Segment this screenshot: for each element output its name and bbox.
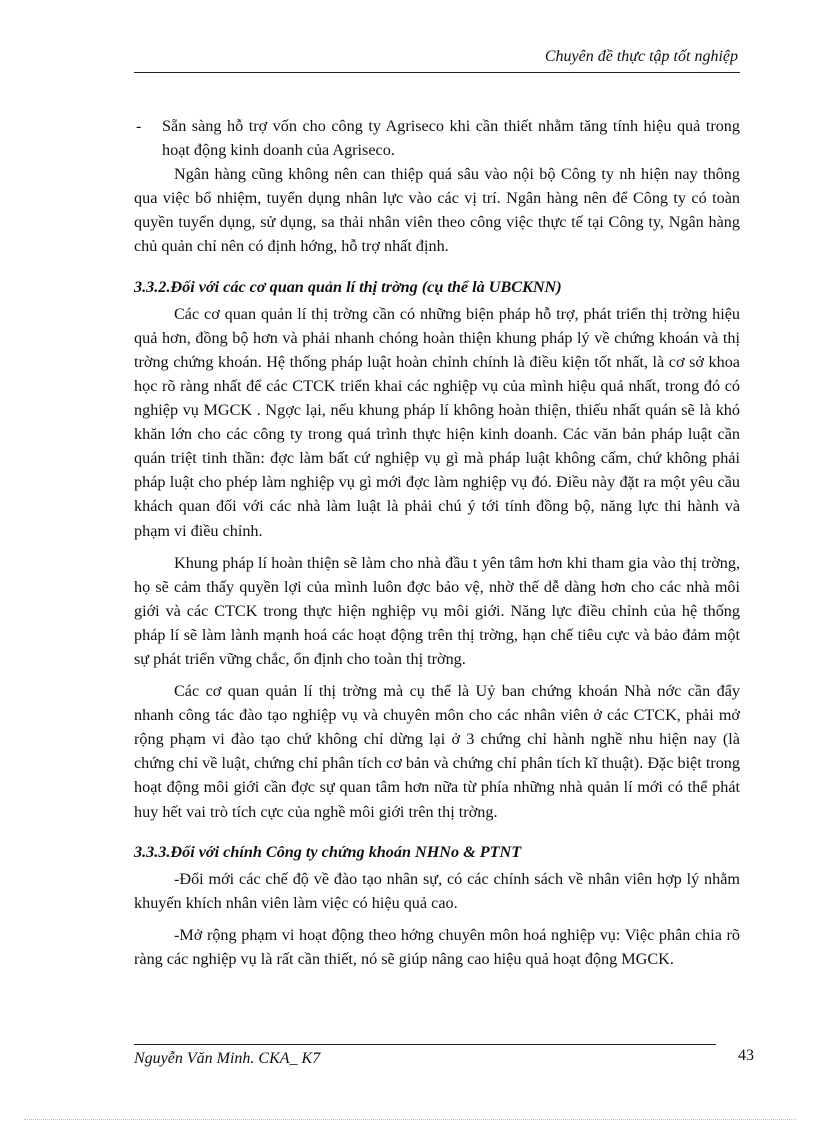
page-number: 43 [738, 1047, 754, 1064]
bullet-item [134, 114, 740, 162]
paragraph: Các cơ quan quản lí thị trờng mà cụ thể là Uỷ ban chứng khoán Nhà nớc cần đẩy nhanh công tác đào tạo nghiệp vụ và chuyên môn cho các nhân viên ở các CTCK, phải mở rộng phạm vi đào tạo chứ không chỉ dừng lại ở 3 chứng chỉ hành nghề nhu hiện nay (là chứng chỉ về luật, chứng chỉ phân tích cơ bản và chứng chỉ phân tích kĩ thuật). Đặc biệt trong hoạt động môi giới cần đợc sự quan tâm hơn nữa từ phía những nhà quản lí mới có thể phát huy hết vai trò tích cực của nghề môi giới trên thị trờng. [134, 682, 740, 821]
page-edge-divider [24, 1119, 796, 1120]
paragraph: -Mở rộng phạm vi hoạt động theo hớng chuyên môn hoá nghiệp vụ: Việc phân chia rõ ràng các nghiệp vụ là rất cần thiết, nó sẽ giúp nâng cao hiệu quả hoạt động MGCK. [134, 925, 740, 968]
paragraph: -Đổi mới các chế độ về đào tạo nhân sự, có các chính sách về nhân viên hợp lý nhằm khuyến khích nhân viên làm việc có hiệu quả cao. [134, 869, 740, 912]
paragraph: Ngân hàng cũng không nên can thiệp quá sâu vào nội bộ Công ty nh hiện nay thông qua việc bổ nhiệm, tuyển dụng nhân lực vào các vị trí. Ngân hàng nên để Công ty có toàn quyền tuyển dụng, sử dụng, sa thải nhân viên theo công việc thực tế tại Công ty, Ngân hàng chủ quản chỉ nên có định hớng, hỗ trợ nhất định. [134, 165, 740, 256]
header-title: Chuyên đề thực tập tốt nghiệp [544, 48, 738, 65]
page-body [134, 114, 740, 971]
footer-rule [134, 1044, 716, 1045]
bullet-marker: - [136, 117, 142, 135]
bullet-text: Sẵn sàng hỗ trợ vốn cho công ty Agriseco khi cần thiết nhằm tăng tính hiệu quả trong hoạt động kinh doanh của Agriseco. [162, 117, 740, 160]
header-rule [134, 72, 740, 73]
footer-author: Nguyễn Văn Minh. CKA_ K7 [134, 1050, 321, 1067]
section-heading: 3.3.3.Đối với chính Công ty chứng khoán NHNo & PTNT [134, 842, 522, 861]
paragraph: Khung pháp lí hoàn thiện sẽ làm cho nhà đầu t yên tâm hơn khi tham gia vào thị trờng, họ sẽ cảm thấy quyền lợi của mình luôn đợc bảo vệ, nhờ thế dễ dàng hơn cho các nhà môi giới và các CTCK trong thực hiện nghiệp vụ môi giới. Năng lực điều chỉnh của hệ thống pháp lí sẽ làm lành mạnh hoá các hoạt động trên thị trờng, hạn chế tiêu cực và bảo đảm một sự phát triển vững chắc, ổn định cho toàn thị trờng. [134, 553, 740, 668]
section-heading: 3.3.2.Đối với các cơ quan quản lí thị trờng (cụ thể là UBCKNN) [134, 277, 562, 296]
paragraph: Các cơ quan quản lí thị trờng cần có những biện pháp hỗ trợ, phát triển thị trờng hiệu quả hơn, đồng bộ hơn và phải nhanh chóng hoàn thiện khung pháp lý về chứng khoán và thị trờng chứng khoán. Hệ thống pháp luật hoàn chỉnh chính là điều kiện tốt nhất, là cơ sở khoa học rõ ràng nhất để các CTCK triển khai các nghiệp vụ của mình hiệu quả nhất, trong đó có nghiệp vụ MGCK . Ngợc lại, nếu khung pháp lí không hoàn thiện, thiếu nhất quán sẽ là khó khăn lớn cho các công ty trong quá trình thực hiện kinh doanh. Các văn bản pháp luật cần quán triệt tinh thần: đợc làm bất cứ nghiệp vụ gì mà pháp luật không cấm, chứ không phải pháp luật cho phép làm nghiệp vụ gì mới đợc làm nghiệp vụ đó. Điều này đặt ra một yêu cầu khách quan đối với các nhà làm luật là phải chú ý tới tính đồng bộ, năng lực thi hành và phạm vi điều chỉnh. [134, 304, 740, 540]
